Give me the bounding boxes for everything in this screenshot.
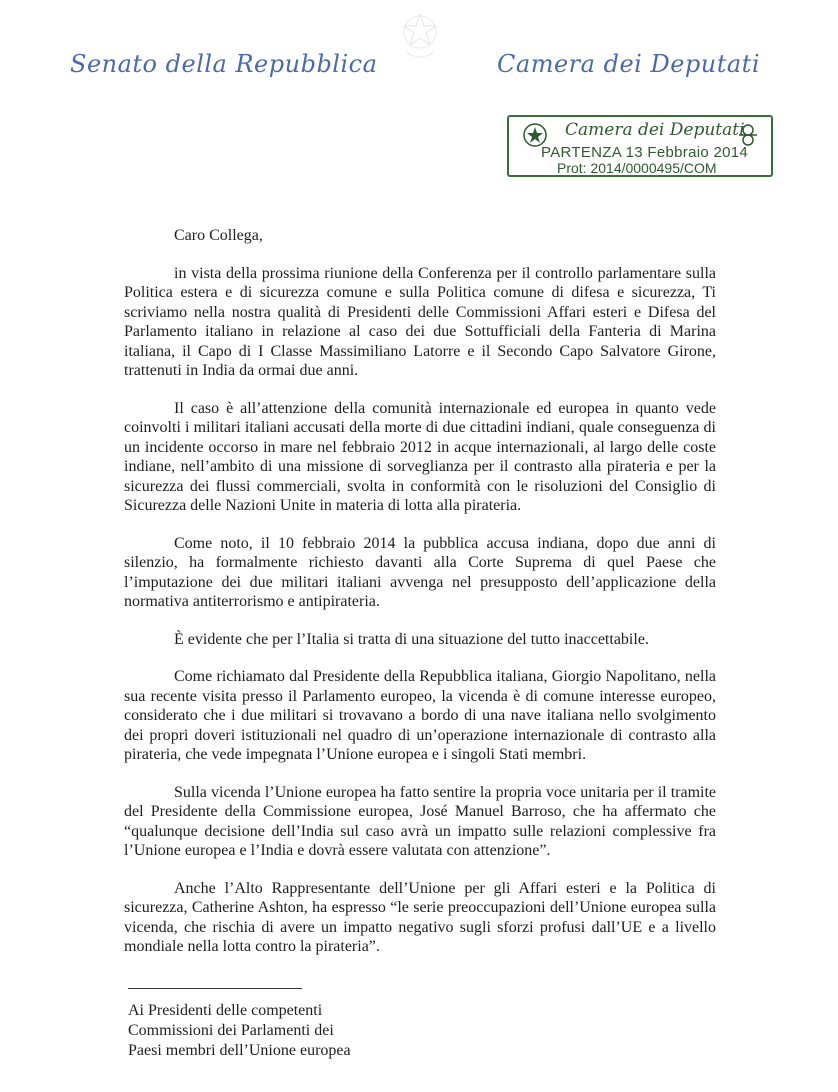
signature-divider bbox=[128, 988, 302, 989]
republic-emblem-icon bbox=[398, 8, 442, 64]
paragraph: Come richiamato dal Presidente della Repubblica italiana, Giorgio Napolitano, nella sua recente visita presso il Parlamento europeo, la vicenda è di comune interesse europeo, considerato che i due militari si trovavano a bordo di una nave italiana nello svolgimento dei propri doveri istituzionali nel quadro di un’operazione internazionale di contrasto alla pirateria, che vede impegnata l’Unione europea e i singoli Stati membri. bbox=[124, 668, 716, 763]
stamp-protocol-number: Prot: 2014/0000495/COM bbox=[557, 160, 717, 176]
stamp-title: Camera dei Deputati bbox=[565, 120, 745, 140]
paragraph: Sulla vicenda l’Unione europea ha fatto sentire la propria voce unitaria per il tramite del Presidente della Commissione europea, José Manuel Barroso, che ha affermato che “qualunque decisione dell’India sul caso avrà un impatto sulle relazioni complessive fra l’Unione europea e l’India e dovrà essere valutata con attenzione”. bbox=[124, 783, 716, 859]
recipient-line: Ai Presidenti delle competenti bbox=[128, 1002, 323, 1019]
protocol-stamp bbox=[507, 115, 773, 177]
letter-body bbox=[124, 226, 716, 975]
paragraph: Il caso è all’attenzione della comunità internazionale ed europea in quanto vede coinvolti i militari italiani accusati della morte di due cittadini indiani, quale conseguenza di un incidente occorso in mare nel febbraio 2012 in acque internazionali, al largo delle coste indiane, nell’ambito di una missione di sorveglianza per il contrasto alla pirateria e per la sicurezza dei flussi commerciali, svolta in conformità con le risoluzioni del Consiglio di Sicurezza delle Nazioni Unite in materia di lotta alla pirateria. bbox=[124, 399, 716, 514]
salutation: Caro Collega, bbox=[174, 227, 263, 244]
letterhead-camera: Camera dei Deputati bbox=[497, 50, 760, 78]
paragraph: Anche l’Alto Rappresentante dell’Unione per gli Affari esteri e la Politica di sicurezza, Catherine Ashton, ha espresso “le serie preoccupazioni dell’Unione europea sulla vicenda, che rischia di avere un impatto negativo sugli sforzi profusi dall’UE e a livello mondiale nella lotta contro la pirateria”. bbox=[124, 879, 716, 955]
recipient-line: Paesi membri dell’Unione europea bbox=[128, 1042, 351, 1059]
paragraph: È evidente che per l’Italia si tratta di una situazione del tutto inaccettabile. bbox=[174, 630, 649, 648]
recipient-line: Commissioni dei Parlamenti dei bbox=[128, 1022, 334, 1039]
recipient-block bbox=[128, 1001, 351, 1061]
letterhead-senato: Senato della Repubblica bbox=[70, 50, 378, 78]
stamp-departure-date: PARTENZA 13 Febbraio 2014 bbox=[541, 144, 749, 161]
paragraph: in vista della prossima riunione della Conferenza per il controllo parlamentare sulla Politica estera e di sicurezza comune e sulla Politica comune di difesa e sicurezza, Ti scriviamo nella nostra qualità di Presidenti delle Commissioni Affari esteri e Difesa del Parlamento italiano in relazione al caso dei due Sottufficiali della Fanteria di Marina italiana, il Capo di I Classe Massimiliano Latorre e il Secondo Capo Salvatore Girone, trattenuti in India da ormai due anni. bbox=[124, 264, 716, 379]
paragraph: Come noto, il 10 febbraio 2014 la pubblica accusa indiana, dopo due anni di silenzio, ha formalmente richiesto davanti alla Corte Suprema di quel Paese che l’imputazione dei due militari italiani avvenga nel presupposto dell’applicazione della normativa antiterrorismo e antipirateria. bbox=[124, 534, 716, 610]
